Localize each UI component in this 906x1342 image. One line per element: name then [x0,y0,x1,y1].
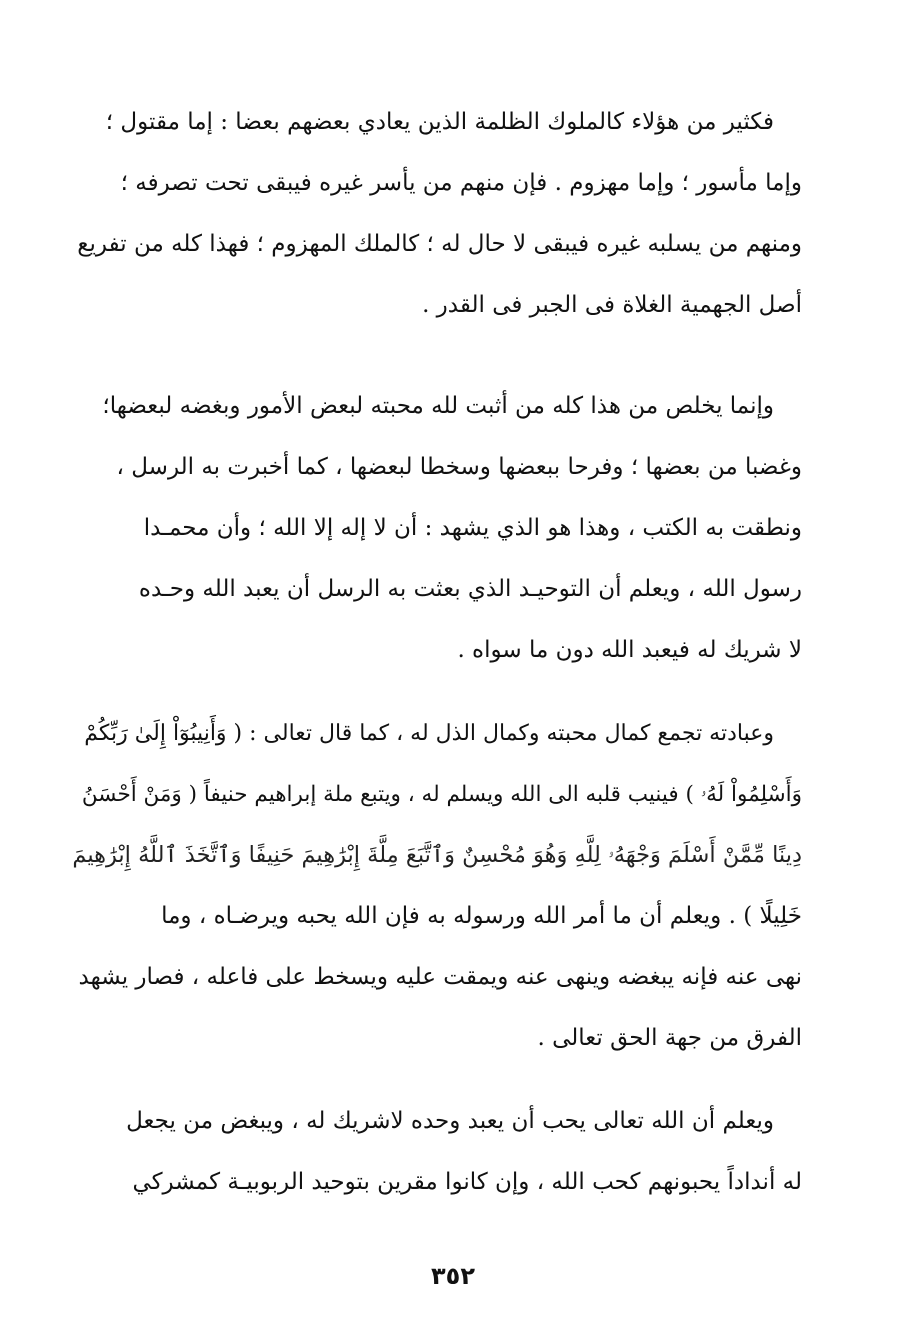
text-line: أصل الجهمية الغلاة فى الجبر فى القدر . [422,292,802,318]
text-line: له أنداداً يحبونهم كحب الله ، وإن كانوا مقرين بتوحيد الربوبيـة كمشركي [132,1169,802,1195]
paragraph-1 [70,92,802,350]
paragraph-3 [70,703,802,1063]
paragraph-2 [70,376,802,681]
text-line: وغضبا من بعضها ؛ وفرحا ببعضها وسخطا لبعضها ، كما أخبرت به الرسل ، [116,454,802,480]
text-line: نهى عنه فإنه يبغضه وينهى عنه ويمقت عليه ويسخط على فاعله ، فصار يشهد [78,964,802,990]
paragraph-4 [70,1091,802,1213]
quran-verse-line: دِينًا مِّمَّنْ أَسْلَمَ وَجْهَهُۥ لِلَّهِ وَهُوَ مُحْسِنٌ وَٱتَّبَعَ مِلَّةَ إِبْرَٰهِيمَ حَنِيفًا وَٱتَّخَذَ ٱللَّهُ إِبْرَٰهِيمَ [72,842,802,868]
text-line: وَأَسْلِمُواْ لَهُۥ ) فينيب قلبه الى الله ويسلم له ، ويتبع ملة إبراهيم حنيفاً ( وَمَنْ أَحْسَنُ [81,782,802,807]
text-line: خَلِيلًا ) . ويعلم أن ما أمر الله ورسوله به فإن الله يحبه ويرضـاه ، وما [161,903,802,929]
text-line: فكثير من هؤلاء كالملوك الظلمة الذين يعادي بعضهم بعضا : إما مقتول ؛ [105,109,774,135]
text-line: ويعلم أن الله تعالى يحب أن يعبد وحده لاشريك له ، ويبغض من يجعل [126,1108,774,1134]
text-line: الفرق من جهة الحق تعالى . [537,1025,802,1051]
text-line: لا شريك له فيعبد الله دون ما سواه . [457,637,802,663]
text-line: ومنهم من يسلبه غيره فيبقى لا حال له ؛ كالملك المهزوم ؛ فهذا كله من تفريع [77,231,802,257]
text-line: وإنما يخلص من هذا كله من أثبت لله محبته لبعض الأمور وبغضه لبعضها؛ [102,393,774,419]
text-line: وعبادته تجمع كمال محبته وكمال الذل له ، كما قال تعالى : ( وَأَنِيبُوٓاْ إِلَىٰ رَبِّكُمْ [84,721,774,746]
page-number: ٣٥٢ [431,1262,475,1290]
body-text [70,92,802,1213]
text-line: رسول الله ، ويعلم أن التوحيـد الذي بعثت به الرسل أن يعبد الله وحـده [138,576,802,602]
text-line: وإما مأسور ؛ وإما مهزوم . فإن منهم من يأسر غيره فيبقى تحت تصرفه ؛ [120,170,802,196]
text-line: ونطقت به الكتب ، وهذا هو الذي يشهد : أن لا إله إلا الله ؛ وأن محمـدا [143,515,802,541]
